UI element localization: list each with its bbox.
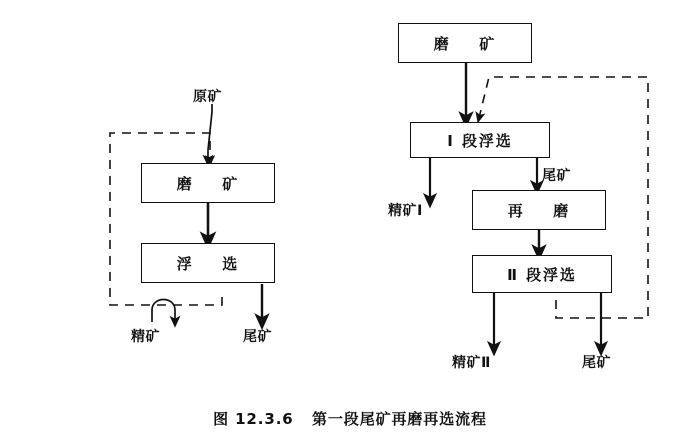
right-concentrate-1-label: 精矿Ⅰ: [388, 203, 423, 219]
left-flotation-label: 浮 选: [176, 254, 240, 273]
right-flotation-1-box: [410, 122, 550, 158]
right-grinding-box: [398, 23, 532, 63]
left-feed-line: [208, 104, 212, 161]
left-tailings-label: 尾矿: [243, 329, 273, 345]
left-flotation-box: [141, 243, 275, 283]
right-regrind-label: 再 磨: [507, 201, 571, 220]
left-flotation-to-concentrate: [152, 300, 175, 323]
right-regrind-box: [472, 190, 606, 230]
left-concentrate-label: 精矿: [131, 329, 161, 345]
right-flotation-1-label: Ⅰ 段浮选: [447, 131, 513, 150]
right-tailings-2-label: 尾矿: [582, 355, 612, 371]
left-grinding-label: 磨 矿: [176, 174, 240, 193]
left-grinding-box: [141, 163, 275, 203]
right-concentrate-2-label: 精矿Ⅱ: [452, 355, 491, 371]
right-tailings-1-label: 尾矿: [542, 168, 572, 184]
left-feed-label: 原矿: [193, 89, 223, 105]
right-grinding-label: 磨 矿: [433, 34, 497, 53]
right-flotation-2-box: [472, 255, 612, 293]
figure-caption: 图 12.3.6 第一段尾矿再磨再选流程: [213, 410, 487, 428]
right-flotation-2-label: Ⅱ 段浮选: [507, 265, 577, 284]
